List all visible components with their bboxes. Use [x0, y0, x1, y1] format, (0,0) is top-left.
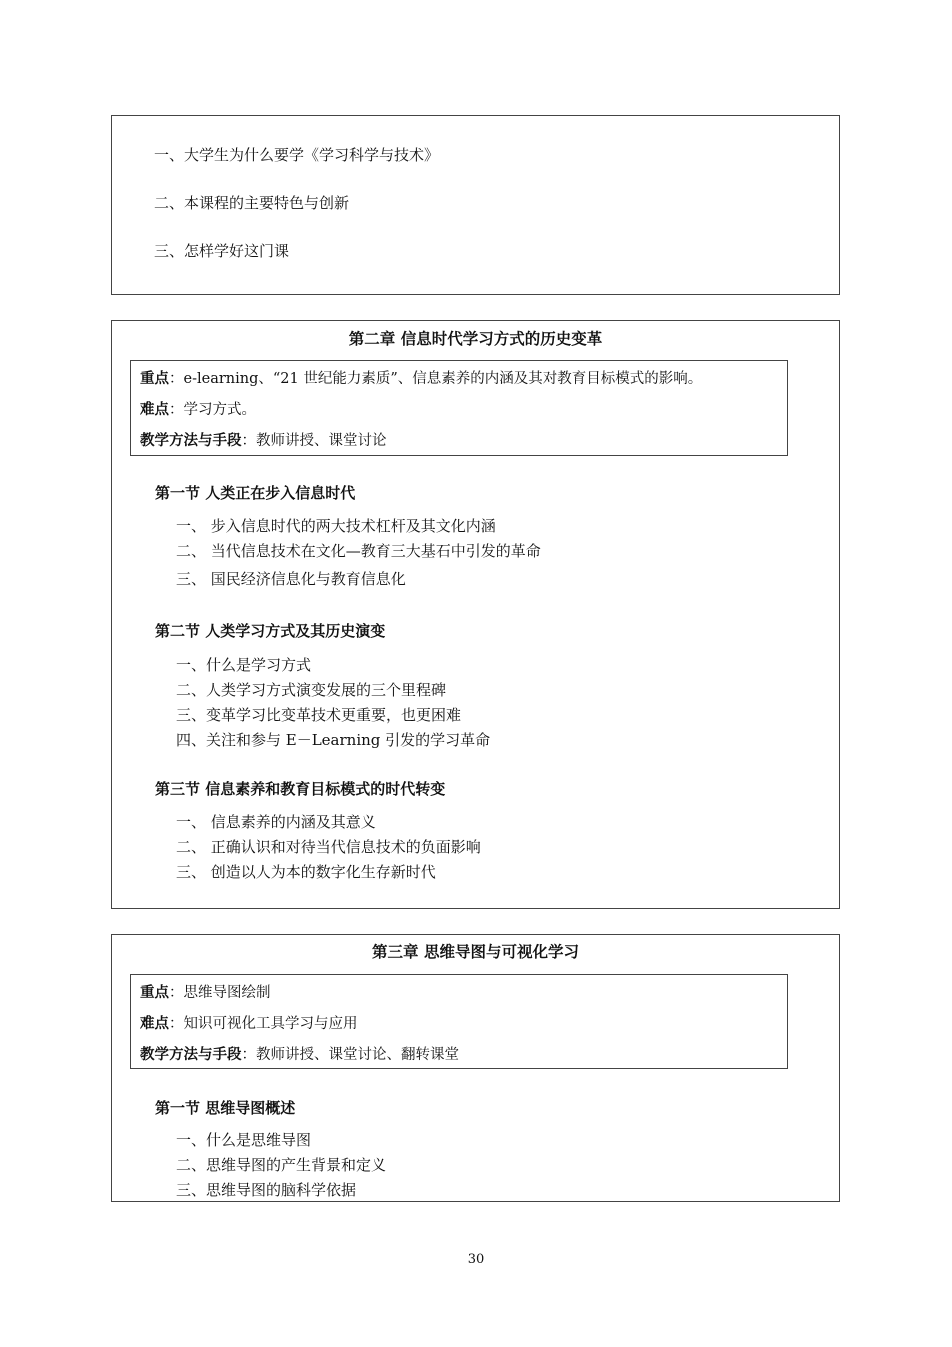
intro-item: 二、本课程的主要特色与创新 [154, 194, 350, 212]
chapter2-key-line [140, 367, 702, 388]
list-item: 三、变革学习比变革技术更重要，也更困难 [176, 706, 462, 724]
difficulty-label: 难点 [140, 402, 169, 418]
key-text: ：e-learning、“21 世纪能力素质”、信息素养的内涵及其对教育目标模式的影响。 [169, 371, 703, 387]
method-label: 教学方法与手段 [140, 1047, 242, 1063]
list-item: 二、思维导图的产生背景和定义 [176, 1156, 387, 1174]
chapter2-method-line [140, 429, 387, 450]
intro-box [111, 115, 840, 295]
list-item: 一、什么是学习方式 [176, 656, 312, 674]
chapter2-key-points-box [130, 360, 788, 456]
chapter2-difficulty-line [140, 398, 256, 419]
list-item: 三、 创造以人为本的数字化生存新时代 [176, 863, 436, 881]
chapter3-method-line [140, 1043, 459, 1064]
method-text: ：教师讲授、课堂讨论、翻转课堂 [241, 1047, 459, 1063]
list-item: 二、 当代信息技术在文化—教育三大基石中引发的革命 [176, 542, 541, 560]
intro-item: 三、怎样学好这门课 [154, 242, 290, 260]
list-item: 二、人类学习方式演变发展的三个里程碑 [176, 681, 447, 699]
section-title: 第二节 人类学习方式及其历史演变 [155, 622, 386, 640]
chapter2-box [111, 320, 840, 909]
list-item: 三、思维导图的脑科学依据 [176, 1181, 357, 1199]
chapter3-box [111, 934, 840, 1202]
chapter3-key-points-box [130, 974, 788, 1069]
list-item: 三、 国民经济信息化与教育信息化 [176, 570, 406, 588]
difficulty-text: ：知识可视化工具学习与应用 [169, 1016, 358, 1032]
section-title: 第一节 思维导图概述 [155, 1099, 296, 1117]
chapter2-title: 第二章 信息时代学习方式的历史变革 [348, 330, 603, 348]
list-item: 四、关注和参与 E－Learning 引发的学习革命 [176, 731, 491, 749]
intro-item: 一、大学生为什么要学《学习科学与技术》 [154, 146, 440, 164]
list-item: 一、 步入信息时代的两大技术杠杆及其文化内涵 [176, 517, 496, 535]
method-text: ：教师讲授、课堂讨论 [241, 433, 387, 449]
key-label: 重点 [140, 985, 169, 1001]
page-number: 30 [467, 1252, 485, 1267]
list-item: 二、 正确认识和对待当代信息技术的负面影响 [176, 838, 481, 856]
difficulty-text: ：学习方式。 [169, 402, 256, 418]
list-item: 一、什么是思维导图 [176, 1131, 312, 1149]
chapter3-key-line [140, 981, 271, 1002]
chapter3-title: 第三章 思维导图与可视化学习 [372, 943, 579, 961]
difficulty-label: 难点 [140, 1016, 169, 1032]
method-label: 教学方法与手段 [140, 433, 242, 449]
section-title: 第三节 信息素养和教育目标模式的时代转变 [155, 780, 446, 798]
key-text: ：思维导图绘制 [169, 985, 271, 1001]
chapter3-difficulty-line [140, 1012, 358, 1033]
key-label: 重点 [140, 371, 169, 387]
list-item: 一、 信息素养的内涵及其意义 [176, 813, 376, 831]
section-title: 第一节 人类正在步入信息时代 [155, 484, 356, 502]
